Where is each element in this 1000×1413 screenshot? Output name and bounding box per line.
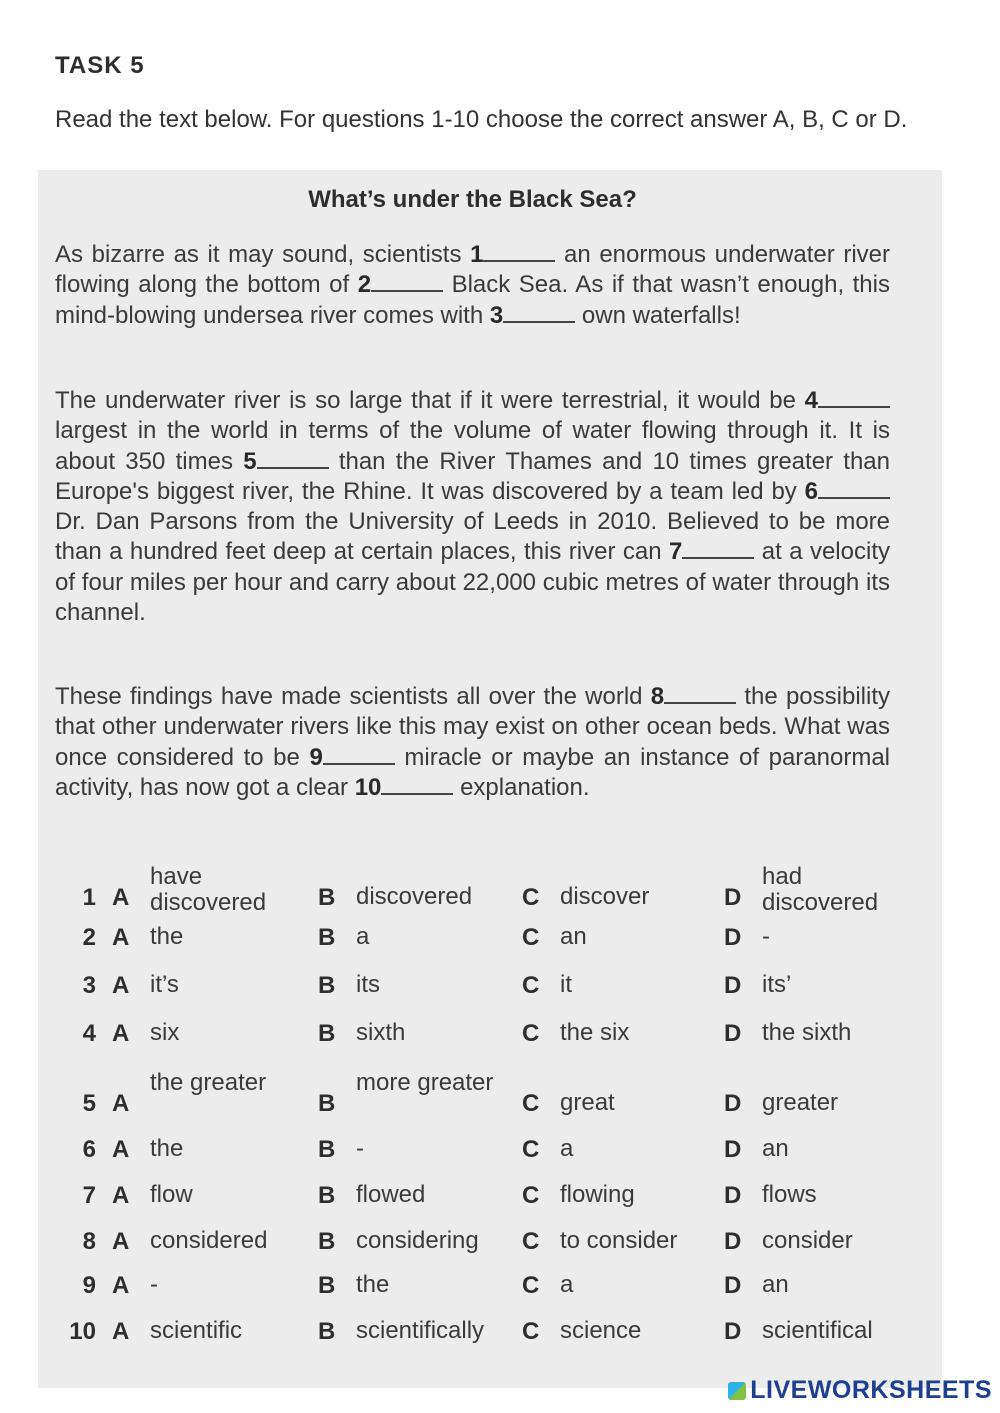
option-letter: C: [522, 1020, 540, 1047]
option-text[interactable]: it: [560, 971, 572, 998]
question-number: 8: [82, 1228, 96, 1255]
answer-blank-5[interactable]: [257, 449, 329, 469]
option-letter: B: [318, 1272, 336, 1299]
answer-blank-6[interactable]: [818, 479, 890, 499]
question-number: 1: [82, 884, 96, 911]
option-letter: A: [112, 1318, 130, 1345]
option-letter: D: [724, 972, 742, 999]
option-text[interactable]: more greater: [356, 1069, 494, 1096]
option-text[interactable]: the: [150, 923, 184, 950]
option-text[interactable]: considering: [356, 1227, 479, 1254]
answer-blank-9[interactable]: [323, 745, 395, 765]
article-paragraph-3: These findings have made scientists all over the world 8 the possibility that other underwater rivers like this may exist on other ocean beds. What was once considered to be 9 miracle or maybe an instance of paranormal activity, has now got a clear 10 explanation.: [55, 683, 891, 801]
option-text[interactable]: -: [150, 1271, 158, 1298]
option-text[interactable]: the: [150, 1135, 184, 1162]
option-letter: A: [112, 1272, 130, 1299]
option-text[interactable]: science: [560, 1317, 642, 1344]
option-letter: D: [724, 1272, 742, 1299]
option-letter: B: [318, 1182, 336, 1209]
option-text[interactable]: scientific: [150, 1317, 243, 1344]
option-letter: D: [724, 884, 742, 911]
option-letter: C: [522, 1182, 540, 1209]
option-text[interactable]: flowed: [356, 1181, 426, 1208]
option-letter: C: [522, 1272, 540, 1299]
option-text[interactable]: a: [560, 1271, 574, 1298]
option-text[interactable]: the greater: [150, 1069, 267, 1096]
question-number: 5: [82, 1090, 96, 1117]
option-text[interactable]: flowing: [560, 1181, 635, 1208]
option-letter: B: [318, 1020, 336, 1047]
liveworksheets-logo-icon: [728, 1382, 746, 1400]
option-text[interactable]: a: [560, 1135, 574, 1162]
answer-blank-4[interactable]: [818, 388, 890, 408]
option-letter: B: [318, 972, 336, 999]
option-text[interactable]: the six: [560, 1019, 630, 1046]
option-text[interactable]: discovered: [356, 883, 473, 910]
option-text[interactable]: great: [560, 1089, 615, 1116]
option-text[interactable]: had discovered: [762, 863, 879, 916]
article-paragraph-1: As bizarre as it may sound, scientists 1 an enormous underwater river flowing along the bottom of 2 Black Sea. As if that wasn’t enough, this mind-blowing undersea river comes with 3 own waterfalls!: [55, 241, 891, 329]
answer-blank-10[interactable]: [381, 775, 453, 795]
answer-blank-1[interactable]: [483, 242, 555, 262]
option-text[interactable]: considered: [150, 1227, 268, 1254]
option-letter: D: [724, 1136, 742, 1163]
answer-blank-7[interactable]: [682, 539, 754, 559]
option-letter: B: [318, 884, 336, 911]
option-letter: C: [522, 1090, 540, 1117]
answer-blank-3[interactable]: [503, 303, 575, 323]
option-letter: D: [724, 924, 742, 951]
option-text[interactable]: the sixth: [762, 1019, 852, 1046]
option-text[interactable]: six: [150, 1019, 180, 1046]
option-text[interactable]: to consider: [560, 1227, 678, 1254]
option-letter: A: [112, 1228, 130, 1255]
option-letter: C: [522, 1136, 540, 1163]
option-text[interactable]: discover: [560, 883, 650, 910]
option-text[interactable]: its’: [762, 971, 792, 998]
option-text[interactable]: flow: [150, 1181, 193, 1208]
option-letter: B: [318, 1136, 336, 1163]
option-text[interactable]: a: [356, 923, 370, 950]
option-letter: A: [112, 972, 130, 999]
option-text[interactable]: it’s: [150, 971, 179, 998]
option-letter: A: [112, 1020, 130, 1047]
option-text[interactable]: consider: [762, 1227, 853, 1254]
option-letter: D: [724, 1020, 742, 1047]
option-letter: D: [724, 1090, 742, 1117]
option-letter: A: [112, 884, 130, 911]
option-letter: B: [318, 924, 336, 951]
task-instructions: Read the text below. For questions 1-10 choose the correct answer A, B, C or D.: [55, 106, 908, 133]
option-text[interactable]: have discovered: [150, 863, 267, 916]
task-title: TASK 5: [55, 52, 145, 79]
answer-blank-2[interactable]: [371, 272, 443, 292]
option-text[interactable]: its: [356, 971, 380, 998]
question-number: 4: [82, 1020, 96, 1047]
question-number: 3: [82, 972, 96, 999]
option-letter: C: [522, 884, 540, 911]
question-number: 9: [82, 1272, 96, 1299]
option-text[interactable]: -: [762, 923, 770, 950]
question-number: 10: [69, 1318, 96, 1345]
option-letter: D: [724, 1318, 742, 1345]
option-text[interactable]: the: [356, 1271, 390, 1298]
option-text[interactable]: flows: [762, 1181, 817, 1208]
option-letter: A: [112, 924, 130, 951]
option-text[interactable]: -: [356, 1135, 364, 1162]
option-letter: C: [522, 924, 540, 951]
question-number: 2: [82, 924, 96, 951]
option-text[interactable]: scientifical: [762, 1317, 873, 1344]
option-letter: B: [318, 1318, 336, 1345]
liveworksheets-watermark: LIVEWORKSHEETS: [728, 1376, 992, 1405]
option-text[interactable]: an: [762, 1135, 789, 1162]
option-letter: C: [522, 1228, 540, 1255]
answer-blank-8[interactable]: [664, 684, 736, 704]
option-letter: B: [318, 1090, 336, 1117]
option-letter: A: [112, 1090, 130, 1117]
option-letter: A: [112, 1136, 130, 1163]
option-letter: C: [522, 972, 540, 999]
option-text[interactable]: an: [762, 1271, 789, 1298]
option-letter: A: [112, 1182, 130, 1209]
option-text[interactable]: scientifically: [356, 1317, 485, 1344]
option-text[interactable]: an: [560, 923, 587, 950]
option-letter: D: [724, 1182, 742, 1209]
option-letter: B: [318, 1228, 336, 1255]
article-title: What’s under the Black Sea?: [308, 186, 637, 213]
question-number: 6: [82, 1136, 96, 1163]
option-text[interactable]: greater: [762, 1089, 839, 1116]
article-paragraph-2: The underwater river is so large that if it were terrestrial, it would be 4 largest in the world in terms of the volume of water flowing through it. It is about 350 times 5 than the River Thames and 10 times greater than Europe's biggest river, the Rhine. It was discovered by a team led by 6 Dr. Dan Parsons from the University of Leeds in 2010. Believed to be more than a hundred feet deep at certain places, this river can 7 at a velocity of four miles per hour and carry about 22,000 cubic metres of water through its channel.: [55, 387, 890, 627]
option-letter: C: [522, 1318, 540, 1345]
question-number: 7: [82, 1182, 96, 1209]
option-text[interactable]: sixth: [356, 1019, 406, 1046]
option-letter: D: [724, 1228, 742, 1255]
